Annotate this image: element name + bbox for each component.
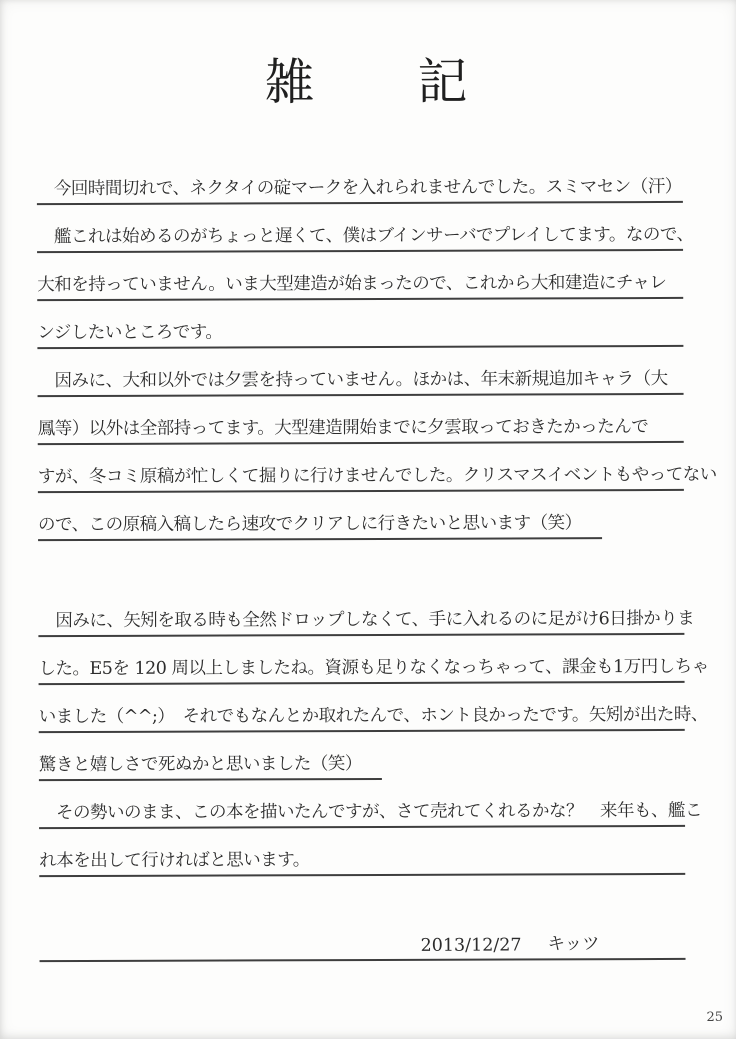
line-text: 驚きと嬉しさで死ぬかと思いました（笑）: [39, 750, 382, 781]
text-line: [38, 395, 684, 445]
line-text: いました（^^;） それでもなんとか取れたんで、ホント良かったです。矢矧が出た時、: [38, 704, 708, 728]
text-line: [37, 347, 683, 397]
line-text: 艦これは始めるのがちょっと遅くて、僕はブインサーバでプレイしてます。なので、: [36, 224, 694, 248]
line-text: その勢いのまま、この本を描いたんですが、さて売れてくれるかな？ 来年も、艦こ: [38, 800, 703, 824]
page-title: 雑 記: [264, 52, 469, 112]
line-text: れ本を出して行ければと思います。: [39, 850, 310, 872]
text-line: [38, 587, 695, 637]
text-line: [37, 251, 683, 301]
body-text: [36, 155, 717, 877]
line-text: 因みに、矢矧を取る時も全然ドロップしなくて、手に入れるのに足がけ6日掛かりま: [38, 608, 695, 632]
author-name: キッツ: [547, 934, 600, 955]
text-line: [36, 203, 694, 253]
text-line: [39, 731, 685, 781]
line-text: 今回時間切れで、ネクタイの碇マークを入れられませんでした。スミマセン（汗）: [36, 176, 682, 200]
page-number: 25: [706, 1010, 723, 1025]
text-line: [37, 155, 683, 205]
text-line: [38, 491, 684, 541]
line-text: 因みに、大和以外では夕雲を持っていません。ほかは、年末新規追加キャラ（大: [37, 368, 668, 392]
line-text: すが、冬コミ原稿が忙しくて掘りに行けませんでした。クリスマスイベントもやってない: [37, 464, 717, 488]
text-line: [39, 827, 685, 877]
signature-line: [39, 912, 685, 962]
line-text: 鳳等）以外は全部持ってます。大型建造開始までに夕雲取っておきたかったんで: [37, 417, 649, 440]
line-text: ので、この原稿入稿したら速攻でクリアしに行きたいと思います（笑）: [38, 509, 602, 541]
text-line: [38, 779, 703, 829]
blank-line: [38, 539, 684, 589]
text-line: [37, 443, 717, 493]
date-text: 2013/12/27: [420, 935, 522, 956]
line-text: した。E5を 120 周以上しましたね。資源も足りなくなっちゃって、課金も1万円しちゃ: [38, 656, 709, 680]
text-line: [38, 635, 709, 685]
text-line: [37, 299, 683, 349]
text-line: [38, 683, 708, 733]
line-text: ンジしたいところです。: [37, 322, 223, 344]
line-text: 大和を持っていません。いま大型建造が始まったので、これから大和建造にチャレ: [37, 272, 667, 296]
